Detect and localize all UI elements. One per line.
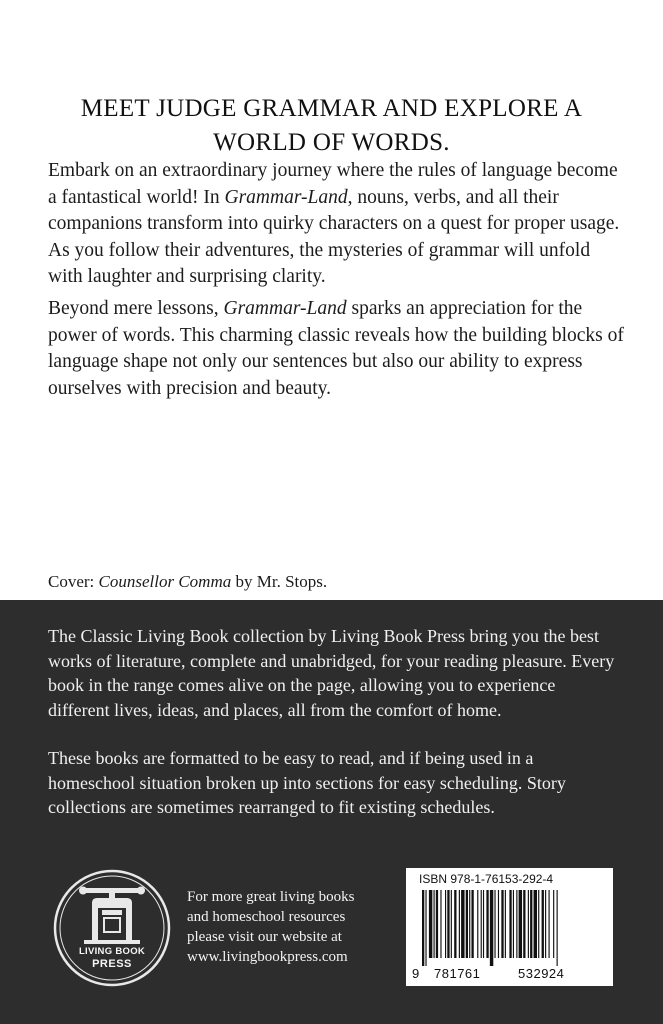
barcode-digits-right: 532924: [518, 966, 565, 981]
barcode-digits-left: 781761: [434, 966, 481, 981]
barcode-digit-first: 9: [412, 966, 420, 981]
paragraph-1-text-b: , nouns, verbs, and all their companions transform into quirky characters on a quest for proper usage. As you follow their adventures, the mysteries of grammar will unfold with laughter and surprising clarity.: [48, 186, 620, 287]
website-promo: [187, 887, 387, 967]
barcode-bar: [528, 890, 529, 958]
paragraph-1-text-a: Embark on an extraordinary journey where the rules of language become a fantastical world! In: [48, 160, 618, 208]
barcode-bar: [505, 890, 506, 958]
isbn-barcode: [406, 868, 613, 986]
barcode-bar: [494, 890, 495, 958]
website-url: www.livingbookpress.com: [187, 949, 348, 965]
barcode-icon: [418, 890, 602, 966]
barcode-bar: [501, 890, 503, 958]
barcode-bar: [425, 890, 426, 966]
promo-line: For more great living books: [187, 889, 355, 905]
headline-line-1: MEET JUDGE GRAMMAR AND EXPLORE A: [80, 95, 583, 122]
cover-credit-suffix: by Mr. Stops.: [231, 572, 328, 591]
barcode-bar: [451, 890, 452, 958]
cover-credit: [48, 571, 327, 593]
publisher-panel: [0, 600, 663, 1024]
promo-line: please visit our website at: [187, 929, 342, 945]
barcode-bar: [445, 890, 446, 958]
logo-text-line-2: PRESS: [92, 958, 132, 970]
barcode-bar: [530, 890, 532, 958]
barcode-bar: [466, 890, 468, 958]
barcode-bar: [469, 890, 470, 958]
barcode-bar: [436, 890, 438, 958]
barcode-bar: [481, 890, 482, 958]
cover-credit-prefix: Cover:: [48, 572, 99, 591]
barcode-bar: [545, 890, 546, 958]
barcode-bar: [553, 890, 554, 958]
barcode-bar: [519, 890, 522, 958]
paragraph-2-text-a: Beyond mere lessons,: [48, 298, 224, 319]
barcode-bar: [461, 890, 464, 958]
barcode-bar: [454, 890, 456, 958]
barcode-bar: [459, 890, 460, 958]
barcode-bar: [434, 890, 435, 958]
formatting-description: These books are formatted to be easy to read, and if being used in a homeschool situation broken up into sections for easy scheduling. Story collections are sometimes rearranged to fit existing schedules.: [48, 748, 566, 817]
description-paragraph-2: [48, 296, 624, 402]
book-press-icon: [52, 868, 172, 988]
barcode-bar: [534, 890, 537, 958]
headline: [60, 92, 603, 160]
barcode-bar: [509, 890, 511, 958]
barcode-bar: [490, 890, 493, 966]
barcode-bar: [538, 890, 539, 958]
barcode-bar: [477, 890, 478, 958]
barcode-bar: [523, 890, 525, 958]
barcode-bar: [483, 890, 484, 958]
barcode-bar: [557, 890, 558, 966]
barcode-bar: [429, 890, 432, 958]
barcode-bar: [471, 890, 473, 958]
barcode-bar: [513, 890, 514, 958]
barcode-bar: [516, 890, 517, 958]
barcode-bar: [498, 890, 499, 958]
collection-description: The Classic Living Book collection by Living Book Press bring you the best works of literature, complete and unabridged, for your reading pleasure. Every book in the range comes alive on the page, allowing you to experience different lives, ideas, and places, all from the comfort of home.: [48, 626, 615, 720]
description-paragraph-1: [48, 158, 624, 291]
promo-line: and homeschool resources: [187, 909, 346, 925]
barcode-bar: [447, 890, 449, 958]
book-title-italic: Grammar-Land: [224, 186, 348, 208]
barcode-bar: [542, 890, 544, 958]
barcode-bar: [422, 890, 424, 966]
barcode-bar: [486, 890, 488, 958]
isbn-label: ISBN 978-1-76153-292-4: [419, 872, 554, 886]
logo-text-line-1: LIVING BOOK: [78, 946, 146, 957]
book-title-italic: Grammar-Land: [223, 298, 347, 319]
paragraph-2-text-b: sparks an appreciation for the power of words. This charming classic reveals how the building blocks of language shape not only our sentences but also our ability to express ourselves with precision and beauty.: [48, 298, 624, 399]
headline-line-2: WORLD OF WORDS.: [213, 129, 450, 156]
barcode-bar: [440, 890, 441, 958]
barcode-bar: [549, 890, 550, 958]
cover-art-title: Counsellor Comma: [98, 572, 232, 591]
